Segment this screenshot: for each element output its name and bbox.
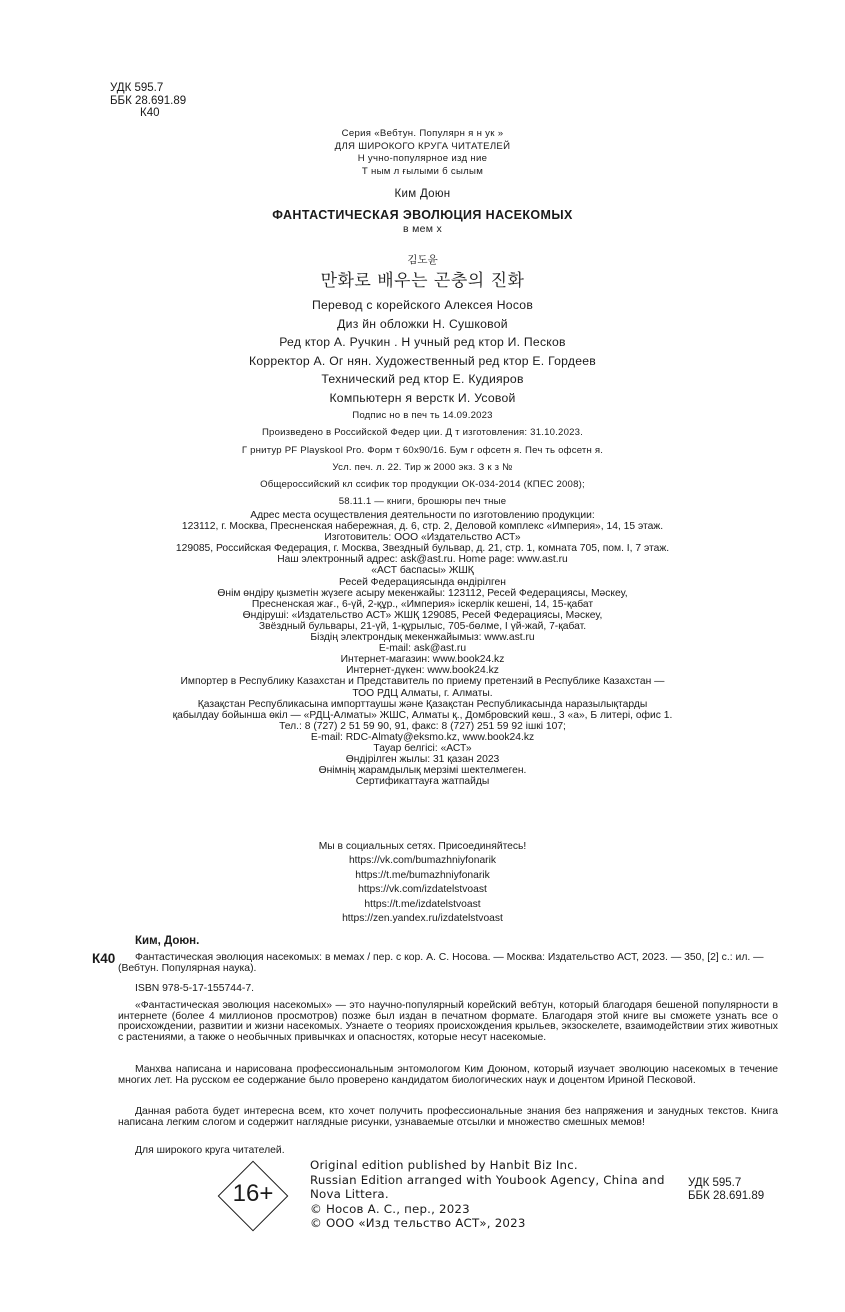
legal-line: Звёздный бульвары, 21-үй, 1-құрылыс, 705-бөлме, I үй-жай, 7-қабат. — [258, 620, 587, 632]
audience-note: Для широкого круга читателей. — [135, 1145, 285, 1156]
legal-line: Тауар белгісі: «АСТ» — [373, 742, 472, 754]
author-sign-code: К40 — [140, 107, 160, 120]
annotation-paragraph: «Фантастическая эволюция насекомых» — это научно-популярный корейский вебтун, который благодаря бешеной популярности в интернете (более 4 миллионов просмотров) позже был издан в печатном формате. Благодаря этой книге вы сможете узнать все о происхождении, развитии и жизни насекомых. Узнаете о теориях происхождения крыльев, экзоскелете, взаимодействии этих животных с растениями, а также о необычных привычках и опасностях, которые несут насекомые. — [118, 1000, 778, 1043]
original-edition-info — [310, 1158, 665, 1231]
series-line: Н учно-популярное изд ние — [357, 153, 488, 165]
author-name: Ким Доюн — [394, 188, 451, 200]
series-info — [0, 128, 845, 178]
bottom-classification — [688, 1177, 764, 1204]
book-subtitle: в мем х — [402, 223, 443, 235]
legal-line: Адрес места осуществления деятельности по изготовлению продукции: — [250, 510, 595, 521]
bib-entry-text: Фантастическая эволюция насекомых: в мемах / пер. с кор. А. С. Носова. — Москва: Издательство АСТ, 2023. — 350, [2] с.: ил. — (Вебтун. Популярная наука). — [118, 952, 764, 975]
social-link[interactable]: https://t.me/bumazhniyfonarik — [355, 869, 490, 881]
udk-code: УДК 595.7 — [688, 1177, 742, 1189]
top-classification — [110, 82, 186, 120]
social-link[interactable]: https://zen.yandex.ru/izdatelstvoast — [342, 913, 503, 925]
series-line: Т ным л ғылыми б сылым — [361, 165, 484, 177]
legal-line: Интернет-дүкен: www.book24.kz — [346, 665, 499, 677]
legal-line: Интернет-магазин: www.book24.kz — [340, 654, 505, 666]
copyright-line: © Носов А. С., пер., 2023 — [310, 1201, 470, 1216]
age-rating-text: 16+ — [232, 1180, 274, 1207]
legal-line: қабылдау бойынша өкіл — «РДЦ-Алматы» ЖШС, Алматы қ., Домбровский көш., 3 «а», Б литері, офис 1. — [172, 709, 673, 721]
author-name-korean: 김도윤 — [407, 254, 438, 266]
credit-line: Технический ред ктор Е. Кудияров — [321, 372, 524, 387]
legal-line: Ресей Федерациясында өндірілген — [339, 576, 506, 588]
print-line: Г рнитур PF Playskool Pro. Форм т 60х90/16. Бум г офсетн я. Печ ть офсетн я. — [241, 444, 604, 456]
print-line: Усл. печ. л. 22. Тир ж 2000 экз. З к з № — [332, 461, 513, 473]
isbn: ISBN 978-5-17-155744-7. — [135, 983, 254, 994]
print-info — [0, 407, 845, 511]
edition-line: Nova Littera. — [310, 1187, 389, 1202]
credit-line: Ред ктор А. Ручкин . Н учный ред ктор И. Песков — [279, 335, 566, 350]
series-line: Серия «Вебтун. Популярн я н ук » — [341, 128, 504, 139]
legal-line: Қазақстан Республикасына импорттаушы және Қазақстан Республикасында наразылықтарды — [197, 698, 648, 710]
print-line: Произведено в Российской Федер ции. Д т изготовления: 31.10.2023. — [261, 427, 584, 439]
legal-line: E-mail: RDC-Almaty@eksmo.kz, www.book24.kz — [310, 731, 535, 743]
series-line: ДЛЯ ШИРОКОГО КРУГА ЧИТАТЕЛЕЙ — [334, 140, 511, 152]
legal-info — [0, 510, 845, 787]
bbk-code: ББК 28.691.89 — [110, 94, 187, 107]
legal-line: Сертификаттауға жатпайды — [355, 776, 490, 788]
legal-line: Өндіруші: «Издательство АСТ» ЖШҚ 129085, Ресей Федерациясы, Мәскеу, — [242, 609, 603, 621]
bib-entry — [118, 952, 778, 975]
social-heading: Мы в социальных сетях. Присоединяйтесь! — [318, 841, 527, 852]
social-links — [0, 840, 845, 926]
credits — [0, 296, 845, 408]
legal-line: ТОО РДЦ Алматы, г. Алматы. — [352, 687, 493, 699]
bib-author: Ким, Доюн. — [135, 935, 200, 947]
edition-line: Original edition published by Hanbit Biz Inc. — [310, 1158, 578, 1172]
credit-line: Диз йн обложки Н. Сушковой — [337, 316, 508, 331]
legal-line: 123112, г. Москва, Пресненская набережная, д. 6, стр. 2, Деловой комплекс «Империя», 14, 15 этаж. — [181, 521, 664, 533]
credit-line: Перевод с корейского Алексея Носов — [311, 298, 534, 312]
legal-line: «АСТ баспасы» ЖШҚ — [371, 565, 474, 577]
age-rating-badge — [218, 1161, 288, 1231]
legal-line: Өндірілген жылы: 31 қазан 2023 — [345, 754, 500, 766]
legal-line: Пресненская жағ., 6-үй, 2-құр., «Империя» іскерлік кешені, 14, 15-қабат — [251, 598, 594, 610]
credit-line: Компьютерн я верстк И. Усовой — [329, 390, 516, 405]
edition-line: Russian Edition arranged with Youbook Agency, China and — [310, 1172, 665, 1187]
annotation-paragraph: Манхва написана и нарисована профессиональным энтомологом Ким Доюном, который изучает эволюцию насекомых в течение многих лет. На русском ее содержание было проверено кандидатом биологических наук и доцентом Ириной Песковой. — [118, 1064, 778, 1086]
legal-line: Тел.: 8 (727) 2 51 59 90, 91, факс: 8 (727) 251 59 92 ішкі 107; — [279, 720, 566, 732]
bbk-code: ББК 28.691.89 — [688, 1190, 765, 1203]
social-link[interactable]: https://t.me/izdatelstvoast — [364, 898, 481, 910]
credit-line: Корректор А. Ог нян. Художественный ред ктор Е. Гордеев — [248, 353, 597, 368]
book-title: ФАНТАСТИЧЕСКАЯ ЭВОЛЮЦИЯ НАСЕКОМЫХ — [272, 208, 573, 222]
print-line: 58.11.1 — книги, брошюры печ тные — [338, 496, 507, 508]
bib-code: К40 — [92, 951, 116, 966]
book-title-korean: 만화로 배우는 곤충의 진화 — [320, 271, 525, 291]
legal-line: Изготовитель: ООО «Издательство АСТ» — [324, 532, 521, 544]
legal-line: Наш электронный адрес: ask@ast.ru. Home page: www.ast.ru — [277, 554, 568, 566]
social-link[interactable]: https://vk.com/bumazhniyfonarik — [348, 855, 497, 867]
annotation-paragraph: Данная работа будет интересна всем, кто хочет получить профессиональные знания без напряжения и занудных текстов. Книга написана легким слогом и содержит наглядные рисунки, узнаваемые отсылки и множество смешных мемов! — [118, 1106, 778, 1128]
legal-line: E-mail: ask@ast.ru — [378, 643, 467, 655]
print-line: Общероссийский кл ссифик тор продукции ОК-034-2014 (КПЕС 2008); — [260, 479, 585, 491]
udk-code: УДК 595.7 — [110, 82, 164, 94]
print-line: Подпис но в печ ть 14.09.2023 — [352, 410, 493, 421]
copyright-line: © ООО «Изд тельство АСТ», 2023 — [310, 1216, 526, 1231]
legal-line: Біздің электрондық мекенжайымыз: www.ast.ru — [310, 632, 535, 644]
legal-line: Импортер в Республику Казахстан и Представитель по приему претензий в Республике Казахстан — — [180, 676, 665, 688]
legal-line: 129085, Российская Федерация, г. Москва, Звездный бульвар, д. 21, стр. 1, комната 705, пом. I, 7 этаж. — [175, 543, 670, 555]
legal-line: Өнім өндіру қызметін жүзеге асыру мекенжайы: 123112, Ресей Федерациясы, Мәскеу, — [217, 587, 628, 599]
legal-line: Өнімнің жарамдылық мерзімі шектелмеген. — [318, 765, 527, 777]
social-link[interactable]: https://vk.com/izdatelstvoast — [358, 884, 487, 896]
